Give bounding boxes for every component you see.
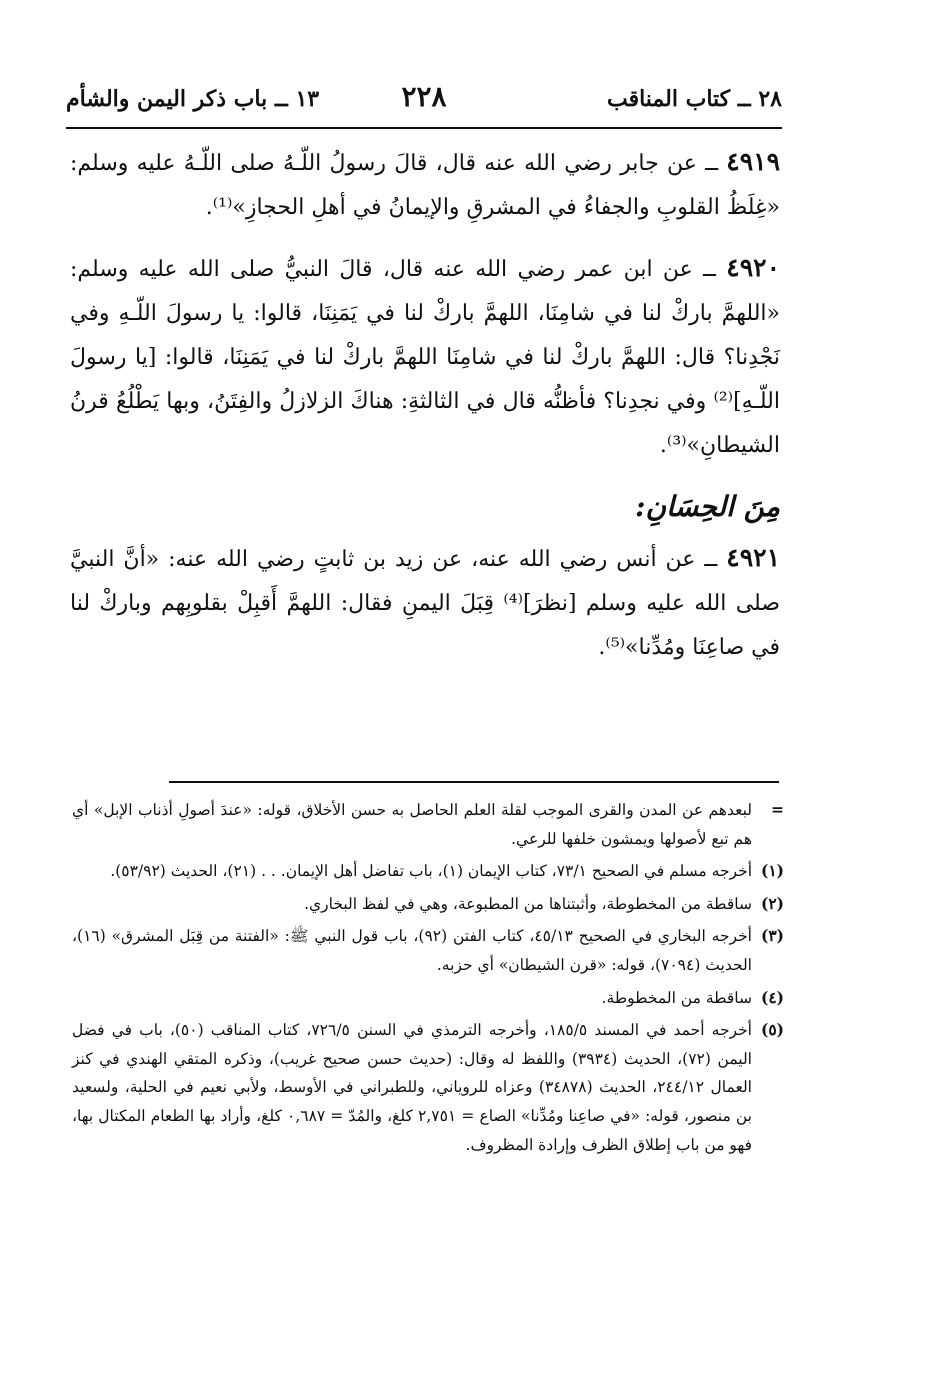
book-title: ٢٨ ــ كتاب المناقب xyxy=(606,86,782,112)
page-number: ٢٢٨ xyxy=(401,80,447,113)
hadith-number: ٤٩٢١ xyxy=(726,543,781,572)
footnote-3 xyxy=(72,922,784,979)
footnote-divider xyxy=(169,781,779,783)
footnote-text: أخرجه مسلم في الصحيح ٧٣/١، كتاب الإيمان (١)، باب تفاضل أهل الإيمان. . . (٢١)، الحديث (٥٣/٩٢). xyxy=(110,862,752,881)
main-text xyxy=(70,140,780,686)
section-title: مِنَ الحِسَانِ: xyxy=(635,490,780,523)
hadith-text: ــ عن جابر رضي الله عنه قال، قالَ رسولُ اللّـهُ صلى اللّـهُ عليه وسلم: «غِلَظُ القلوبِ والجفاءُ في المشرقِ والإيمانُ في أهلِ الحجازِ»⁽¹⁾. xyxy=(70,151,780,220)
footnote-text: ساقطة من المخطوطة. xyxy=(601,988,752,1007)
header-divider xyxy=(66,127,782,129)
footnote-5 xyxy=(72,1016,784,1159)
page-header xyxy=(66,82,782,122)
footnote-marker: = xyxy=(771,800,784,819)
footnote-text: ساقطة من المخطوطة، وأثبتناها من المطبوعة، وهي في لفظ البخاري. xyxy=(304,894,752,913)
footnote-text: أخرجه البخاري في الصحيح ٤٥/١٣، كتاب الفتن (٩٢)، باب قول النبي ﷺ: «الفتنة من قِبَل المشرق» (١٦)، الحديث (٧٠٩٤)، قوله: «قرن الشيطان» أي حزبه. xyxy=(72,927,752,974)
hadith-4921 xyxy=(70,536,780,670)
footnote-text: لبعدهم عن المدن والقرى الموجب لقلة العلم الحاصل به حسن الأخلاق، قوله: «عندَ أصولِ أذناب الإبل» أي هم تبع لأصولها ويمشون خلفها للرعي. xyxy=(72,801,752,848)
footnote-continuation xyxy=(72,796,784,853)
footnote-2 xyxy=(72,890,784,919)
footnote-1 xyxy=(72,857,784,886)
hadith-4919 xyxy=(70,140,780,230)
hadith-text: ــ عن أنس رضي الله عنه، عن زيد بن ثابتٍ رضي الله عنه: «أنَّ النبيَّ صلى الله عليه وسلم [نظرَ]⁽⁴⁾ قِبَلَ اليمنِ فقال: اللهمَّ أَقبِلْ بقلوبِهم وباركْ لنا في صاعِنَا ومُدِّنا»⁽⁵⁾. xyxy=(70,547,780,660)
footnotes xyxy=(72,796,784,1163)
hadith-number: ٤٩٢٠ xyxy=(726,253,780,282)
hadith-number: ٤٩١٩ xyxy=(726,147,780,176)
chapter-title: ١٣ ــ باب ذكر اليمن والشأم xyxy=(66,86,320,112)
footnote-marker: (١) xyxy=(760,861,784,881)
footnote-marker: (٤) xyxy=(760,987,784,1007)
footnote-marker: (٢) xyxy=(760,893,784,913)
footnote-text: أخرجه أحمد في المسند ١٨٥/٥، وأخرجه الترمذي في السنن ٧٢٦/٥، كتاب المناقب (٥٠)، باب في فضل اليمن (٧٢)، الحديث (٣٩٣٤) واللفظ له وقال: (حديث حسن صحيح غريب)، وذكره المتقي الهندي في كنز العمال ٢٤٤/١٢، الحديث (٣٤٨٧٨) وعزاه للروياني، وللطبراني في الأوسط، ولأبي نعيم في الحلية، ولسعيد بن منصور، قوله: «في صاعِنا ومُدِّنا» الصاع = ٢,٧٥١ كلغ، والمُدّ = ٠,٦٨٧ كلغ، وأراد بها الطعام المكتال بها، فهو من باب إطلاق الظرف وإرادة المظروف. xyxy=(72,1021,752,1154)
footnote-4 xyxy=(72,984,784,1013)
hadith-text: ــ عن ابن عمر رضي الله عنه قال، قالَ النبيُّ صلى الله عليه وسلم: «اللهمَّ باركْ لنا في شامِنَا، اللهمَّ باركْ لنا في يَمَنِنَا، قالوا: يا رسولَ اللّـهِ وفي نَجْدِنا؟ قال: اللهمَّ باركْ لنا في شامِنَا اللهمَّ باركْ لنا في يَمَنِنَا، قالوا: [يا رسولَ اللّـهِ]⁽²⁾ وفي نجدِنا؟ فأظنُّه قال في الثالثةِ: هناكَ الزلازلُ والفِتَنُ، وبها يَطْلُعُ قرنُ الشيطانِ»⁽³⁾. xyxy=(70,257,780,458)
footnote-marker: (٥) xyxy=(760,1020,784,1040)
hadith-4920 xyxy=(70,246,780,468)
footnote-marker: (٣) xyxy=(760,926,784,946)
